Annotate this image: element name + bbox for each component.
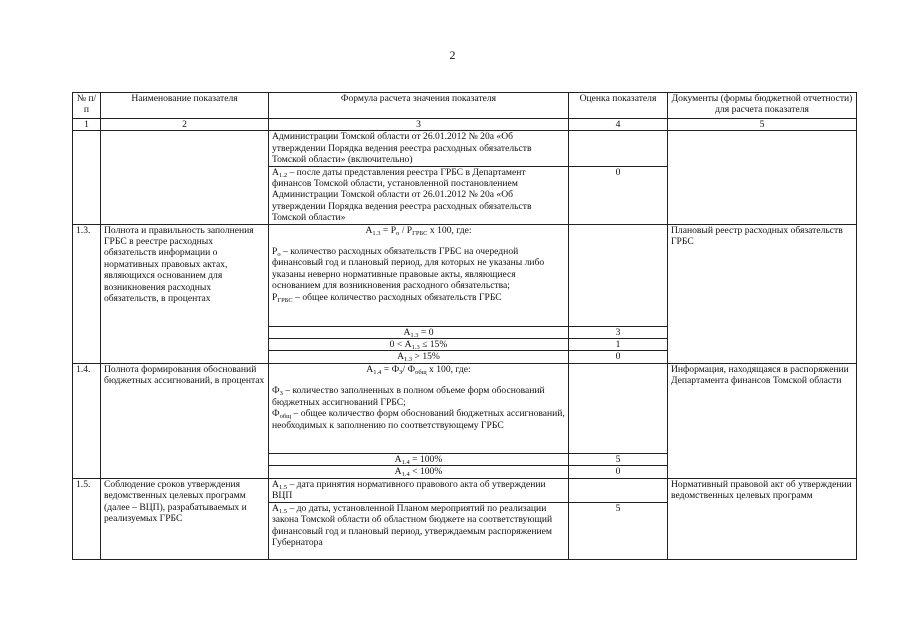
- condition-a13-1: $А_{1.3} = 0$: [269, 326, 569, 338]
- formula-cell: [269, 363, 569, 453]
- row-number: 1.5.: [73, 478, 101, 559]
- table-header-row: [73, 93, 857, 119]
- table-row: [73, 224, 857, 326]
- score-a13-1: 3: [569, 326, 668, 338]
- documents-cell: Нормативный правовой акт об утверждении ведомственных целевых программ: [668, 478, 857, 559]
- documents-cell: Информация, находящаяся в распоряжении Департамента финансов Томской области: [668, 363, 857, 478]
- condition-a15: $А_{1.5}$ – до даты, установленной Планом мероприятий по реализации закона Томской области об областном бюджете на соответствующий финансовый год и плановый период, утверждаемым распоряжением Губернатора: [269, 502, 569, 559]
- indicator-name: Соблюдение сроков утверждения ведомственных целевых программ (далее – ВЦП), разрабатываемых и реализуемых ГРБС: [101, 478, 269, 559]
- column-number: 5: [668, 119, 857, 131]
- table-row: [73, 131, 857, 166]
- table-row: [73, 363, 857, 453]
- column-number: 4: [569, 119, 668, 131]
- continuation-text: Администрации Томской области от 26.01.2012 № 20а «Об утверждении Порядка ведения реестра расходных обязательств Томской области» (включительно): [269, 131, 569, 166]
- condition-a12: $А_{1.2}$ – после даты представления реестра ГРБС в Департамент финансов Томской области, установленной постановлением Администрации Томской области от 26.01.2012 № 20а «Об утверждении Порядка ведения реестра расходных обязательств Томской области»: [269, 166, 569, 224]
- documents-cell: Плановый реестр расходных обязательств ГРБС: [668, 224, 857, 363]
- score-a15: 5: [569, 502, 668, 559]
- column-number: 3: [269, 119, 569, 131]
- definition-a15: $А_{1.5}$ – дата принятия нормативного правового акта об утверждении ВЦП: [269, 478, 569, 502]
- score-a13-2: 1: [569, 339, 668, 351]
- formula-a14: $А_{1.4} = Ф_З/$ $Ф_{общ}$ х 100, где:: [366, 363, 471, 376]
- condition-a14-2: $А_{1.4} < 100\%$: [269, 466, 569, 478]
- definition-p0: $Р_о$ – количество расходных обязательств ГРБС на очередной финансовый год и плановый период, для которых не указаны либо указаны неверно нормативные правовые акты, являющиеся основанием для возникновения расходного обязательства;: [272, 246, 545, 292]
- table-row: [73, 478, 857, 502]
- indicators-table: [72, 92, 857, 560]
- definition-pgrbs: $Р_{ГРБС}$ – общее количество расходных обязательств ГРБС: [272, 291, 502, 304]
- score-a14-1: 5: [569, 453, 668, 465]
- row-number: 1.3.: [73, 224, 101, 363]
- column-number: 2: [101, 119, 269, 131]
- header-col-score: Оценка показателя: [569, 93, 668, 119]
- formula-cell: [269, 224, 569, 326]
- score-a12: 0: [569, 166, 668, 224]
- indicator-name: Полнота и правильность заполнения ГРБС в реестре расходных обязательств информации о нормативных правовых актах, являющихся основанием для возникновения расходных обязательств, в процентах: [101, 224, 269, 363]
- score-a13-3: 0: [569, 351, 668, 363]
- condition-a13-2: $0 < А_{1.3} \le 15\%$: [269, 339, 569, 351]
- condition-a13-3: $А_{1.3} > 15\%$: [269, 351, 569, 363]
- page-number: 2: [449, 48, 456, 62]
- header-col-number: № п/п: [73, 93, 101, 119]
- score-a14-2: 0: [569, 466, 668, 478]
- indicator-name: Полнота формирования обоснований бюджетных ассигнований, в процентах: [101, 363, 269, 478]
- formula-a13: $А_{1.3} = Р_о / Р_{ГРБС}$ х 100, где:: [365, 224, 472, 237]
- definition-fz: $Ф_З$ – количество заполненных в полном объеме форм обоснований бюджетных ассигнований ГРБС;: [272, 385, 545, 408]
- definition-fobsh: $Ф_{общ}$ – общее количество форм обоснований бюджетных ассигнований, необходимых к заполнению по соответствующему ГРБС: [272, 408, 565, 431]
- condition-a14-1: $А_{1.4} = 100\%$: [269, 453, 569, 465]
- header-col-formula: Формула расчета значения показателя: [269, 93, 569, 119]
- column-number: 1: [73, 119, 101, 131]
- header-col-name: Наименование показателя: [101, 93, 269, 119]
- column-numbers-row: [73, 119, 857, 131]
- row-number: 1.4.: [73, 363, 101, 478]
- header-col-documents: Документы (формы бюджетной отчетности) для расчета показателя: [668, 93, 857, 119]
